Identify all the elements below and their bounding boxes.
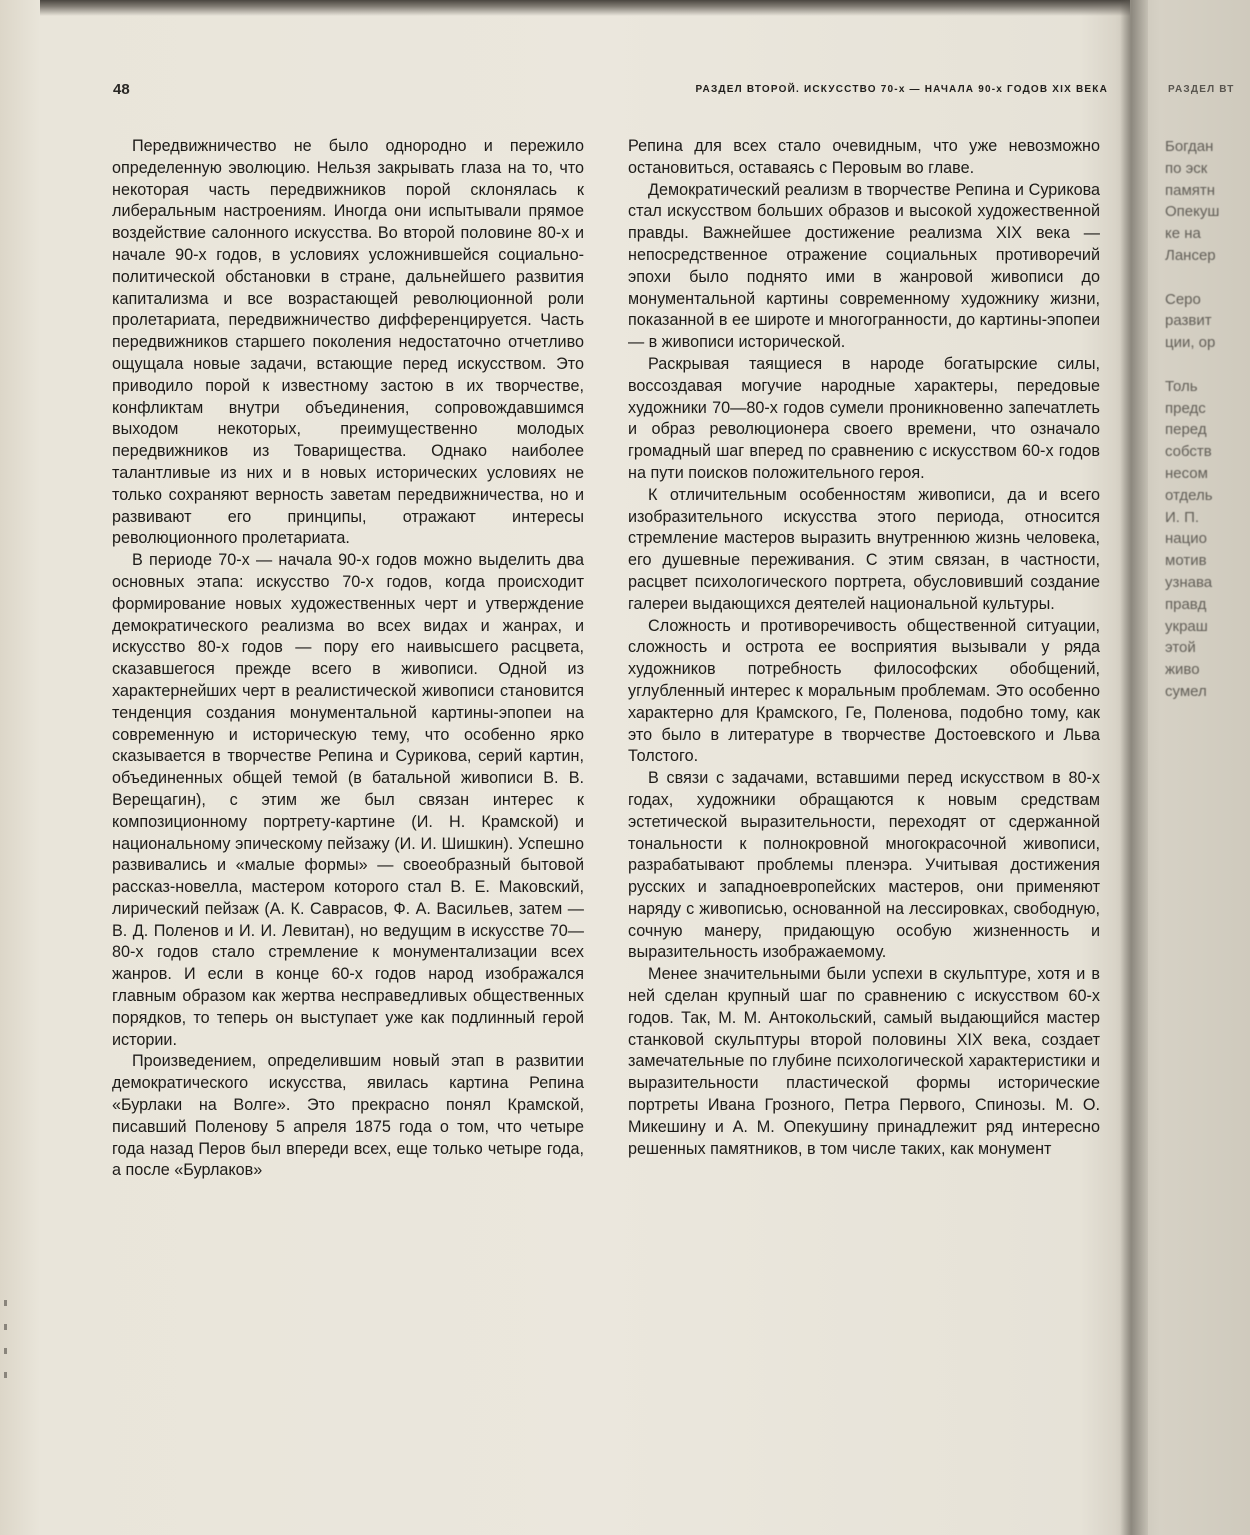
next-page-line: предс	[1165, 399, 1206, 417]
paragraph: Менее значительными были успехи в скульптуре, хотя и в ней сделан крупный шаг по сравнению с искусством 60-х годов. Так, М. М. Антокольский, самый выдающийся мастер станковой скульптуры второй половины XIX века, создает замечательные по глубине психологической характеристики и выразительности пластической формы исторические портреты Ивана Грозного, Петра Первого, Спинозы. М. О. Микешину и А. М. Опекушину принадлежит ряд интересно решенных памятников, в том числе таких, как монумент	[628, 965, 1100, 1158]
next-page-line: этой	[1165, 639, 1196, 657]
page-top-shadow	[40, 0, 1130, 16]
next-page-line: Лансер	[1165, 246, 1216, 264]
next-page-line: несом	[1165, 464, 1208, 482]
paragraph: Репина для всех стало очевидным, что уже невозможно остановиться, оставаясь с Перовым во главе.	[628, 137, 1100, 177]
page-number: 48	[113, 81, 130, 98]
running-head: РАЗДЕЛ ВТОРОЙ. ИСКУССТВО 70-х — НАЧАЛА 90-х ГОДОВ XIX ВЕКА	[695, 84, 1108, 95]
paragraph: К отличительным особенностям живописи, да и всего изобразительного искусства этого периода, относится стремление мастеров выразить внутреннюю жизнь человека, его душевные переживания. С этим связан, в частности, расцвет психологического портрета, обусловивший создание галереи выдающихся деятелей национальной культуры.	[628, 485, 1100, 613]
next-page-running-head: РАЗДЕЛ ВТ	[1168, 84, 1235, 95]
next-page-line	[1165, 267, 1250, 289]
next-page-line: отдель	[1165, 486, 1213, 504]
left-text-column	[112, 136, 584, 1182]
next-page-line: ции, ор	[1165, 334, 1216, 352]
next-page-line: по эск	[1165, 159, 1208, 177]
next-page-line: узнава	[1165, 573, 1213, 591]
next-page-line: сумел	[1165, 682, 1207, 700]
paragraph: В периоде 70-х — начала 90-х годов можно выделить два основных этапа: искусство 70-х годов, когда происходит формирование новых художественных черт и утверждение демократического реализма во всех видах и жанрах, и искусство 80-х годов — пору его наивысшего расцвета, сказавшегося прежде всего в живописи. Одной из характернейших черт в реалистической живописи становится тенденция создания монументальной картины-эпопеи на современную и историческую тему, что особенно ярко сказывается в творчестве Репина и Сурикова, серий картин, объединенных общей темой (в батальной живописи В. В. Верещагин), с этим же был связан интерес к композиционному портрету-картине (И. Н. Крамской) и национальному эпическому пейзажу (И. И. Шишкин). Успешно развивались и «малые формы» — своеобразный бытовой рассказ-новелла, мастером которого стал В. Е. Маковский, лирический пейзаж (А. К. Саврасов, Ф. А. Васильев, затем — В. Д. Поленов и И. И. Левитан), но ведущим в искусстве 70—80-х годов стало стремление к монументализации всех жанров. И если в конце 60-х годов народ изображался главным образом как жертва несправедливых общественных порядков, то теперь он выступает уже как подлинный герой истории.	[112, 551, 584, 1049]
next-page-line: собств	[1165, 443, 1212, 461]
next-page-line: Серо	[1165, 290, 1201, 308]
book-binding-shadow	[1120, 0, 1148, 1535]
right-text-column	[628, 136, 1100, 1160]
next-page-line: украш	[1165, 617, 1208, 635]
next-page-line: правд	[1165, 595, 1207, 613]
next-page-line: Опекуш	[1165, 203, 1220, 221]
next-page-line: мотив	[1165, 552, 1207, 570]
next-page-line: Толь	[1165, 377, 1198, 395]
paragraph: Произведением, определившим новый этап в развитии демократического искусства, явилась картина Репина «Бурлаки на Волге». Это прекрасно понял Крамской, писавший Поленову 5 апреля 1875 года о том, что четыре года назад Перов был впереди всех, еще только четыре года, а после «Бурлаков»	[112, 1052, 584, 1180]
next-page-line	[1165, 354, 1250, 376]
next-page-line: развит	[1165, 312, 1212, 330]
next-page-line: живо	[1165, 661, 1200, 679]
paragraph: Передвижничество не было однородно и пережило определенную эволюцию. Нельзя закрывать глаза на то, что некоторая часть передвижников порой склонялась к либеральным настроениям. Иногда они испытывали прямое воздействие салонного искусства. Во второй половине 80-х и начале 90-х годов, в условиях усложнившейся социально-политической обстановки в стране, дальнейшего развития капитализма и все возрастающей революционной роли пролетариата, передвижничество дифференцируется. Часть передвижников старшего поколения недостаточно отчетливо ощущала новые задачи, встающие перед искусством. Это приводило порой к известному застою в их творчестве, конфликтам внутри объединения, сопровождавшимся выходом некоторых, преимущественно молодых передвижников из Товарищества. Однако наиболее талантливые из них и в новых исторических условиях не только сохраняют верность заветам передвижничества, но и развивают его принципы, отражают интересы революционного пролетариата.	[112, 137, 584, 548]
paragraph: Сложность и противоречивость общественной ситуации, сложность и острота ее восприятия вызывали у ряда художников потребность философских обобщений, углубленный интерес к моральным проблемам. Это особенно характерно для Крамского, Ге, Поленова, подобно тому, как это было в литературе в творчестве Достоевского и Льва Толстого.	[628, 616, 1100, 766]
next-page-line: ке на	[1165, 225, 1201, 243]
next-page-fragment	[1165, 136, 1250, 703]
next-page-line: Богдан	[1165, 138, 1214, 155]
paragraph: Раскрывая таящиеся в народе богатырские силы, воссоздавая могучие народные характеры, передовые художники 70—80-х годов сумели проникновенно запечатлеть и образ революционера своего времени, что означало громадный шаг вперед по сравнению с искусством 60-х годов на пути поисков положительного героя.	[628, 354, 1100, 482]
next-page-line: И. П.	[1165, 508, 1200, 526]
paragraph: Демократический реализм в творчестве Репина и Сурикова стал искусством больших образов и высокой художественной правды. Важнейшее достижение реализма XIX века — непосредственное отражение социальных противоречий эпохи было поднято ими в жанровой живописи до монументальной картины современному художнику жизни, показанной в ее широте и многогранности, до картины-эпопеи — в живописи исторической.	[628, 180, 1100, 352]
next-page-line: памятн	[1165, 181, 1216, 199]
margin-marks	[4, 1300, 10, 1420]
next-page-line: перед	[1165, 421, 1207, 439]
next-page-line: нацио	[1165, 530, 1207, 548]
paragraph: В связи с задачами, вставшими перед искусством в 80-х годах, художники обращаются к новым средствам эстетической выразительности, переходят от сдержанной тональности к полнокровной многокрасочной живописи, разрабатывают проблемы пленэра. Учитывая достижения русских и западноевропейских мастеров, они применяют наряду с живописью, основанной на лессировках, свободную, сочную манеру, придающую особую жизненность и выразительность изображаемому.	[628, 769, 1100, 962]
